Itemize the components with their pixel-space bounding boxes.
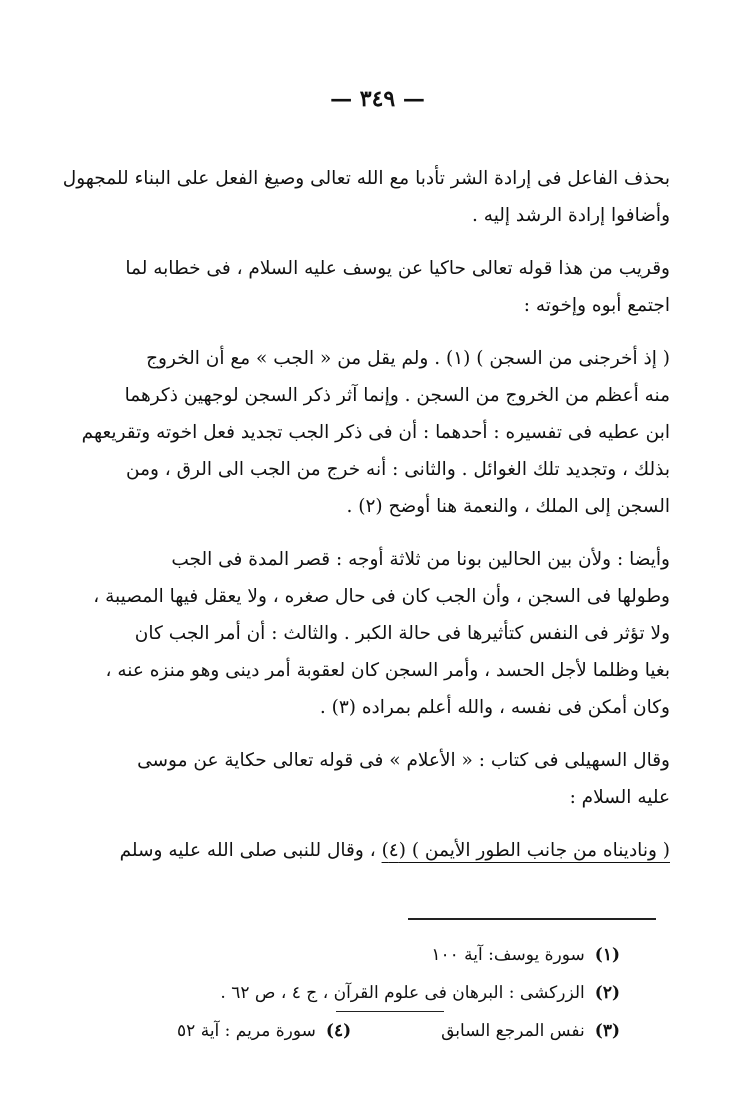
quoted-verse: ( وناديناه من جانب الطور الأيمن ) (٤) [381,840,670,861]
footnote-mark: (٢) [594,983,620,1003]
text-line: وقال السهيلى فى كتاب : « الأعلام » فى قوله تعالى حكاية عن موسى [137,750,670,771]
text-line: وقريب من هذا قوله تعالى حاكيا عن يوسف عليه السلام ، فى خطابه لما [125,258,670,279]
page-number: — ٣٤٩ — [330,86,425,112]
paragraph [93,541,670,726]
text-line: منه أعظم من الخروج من السجن . وإنما آثر ذكر السجن لوجهين ذكرهما [124,385,670,406]
footnote-separator [408,918,656,920]
text-line: السجن إلى الملك ، والنعمة هنا أوضح (٢) . [346,496,670,517]
footnotes [130,936,620,1050]
text-line: ابن عطيه فى تفسيره : أحدهما : أن فى ذكر الجب تجديد فعل اخوته وتقريعهم [81,422,670,443]
footnote-text: نفس المرجع السابق [441,1021,585,1041]
paragraph [81,340,670,525]
footnote-text: سورة مريم : آية ٥٢ [177,1021,316,1041]
text-line: عليه السلام : [569,787,670,808]
paragraph [125,250,670,324]
text-line: ( إذ أخرجنى من السجن ) (١) . ولم يقل من « الجب » مع أن الخروج [146,348,670,369]
text-line: بحذف الفاعل فى إرادة الشر تأدبا مع الله تعالى وصيغ الفعل على البناء للمجهول [62,168,670,189]
text-line: وأضافوا إرادة الرشد إليه . [472,205,670,226]
text-line [119,832,670,869]
text-line: اجتمع أبوه وإخوته : [523,295,670,316]
footnote-3-4 [130,1012,620,1050]
footnote-1 [130,936,620,974]
text-line: وكان أمكن فى نفسه ، والله أعلم بمراده (٣) . [319,697,670,718]
footnote-underline [336,1011,444,1012]
footnote-mark: (٤) [325,1021,352,1041]
text-line: بذلك ، وتجديد تلك الغوائل . والثانى : أنه خرج من الجب الى الرق ، ومن [126,459,670,480]
text-line: بغيا وظلما لأجل الحسد ، وأمر السجن كان لعقوبة أمر دينى وهو منزه عنه ، [105,660,670,681]
paragraph [130,742,670,816]
text-line: ولا تؤثر فى النفس كتأثيرها فى حالة الكبر . والثالث : أن أمر الجب كان [134,623,670,644]
text-continuation: ، وقال للنبى صلى الله عليه وسلم [119,840,382,861]
text-line: وأيضا : ولأن بين الحالين بونا من ثلاثة أوجه : قصر المدة فى الجب [171,549,670,570]
paragraph [62,160,670,234]
body-text [62,160,670,885]
footnote-mark: (٣) [594,1021,620,1041]
paragraph [119,832,670,869]
footnote-text: سورة يوسف: آية ١٠٠ [431,945,585,965]
footnote-text: الزركشى : البرهان فى علوم القرآن ، ج ٤ ، ص ٦٢ . [220,983,585,1003]
text-line: وطولها فى السجن ، وأن الجب كان فى حال صغره ، ولا يعقل فيها المصيبة ، [93,586,670,607]
footnote-2 [130,974,620,1012]
footnote-mark: (١) [594,945,620,965]
